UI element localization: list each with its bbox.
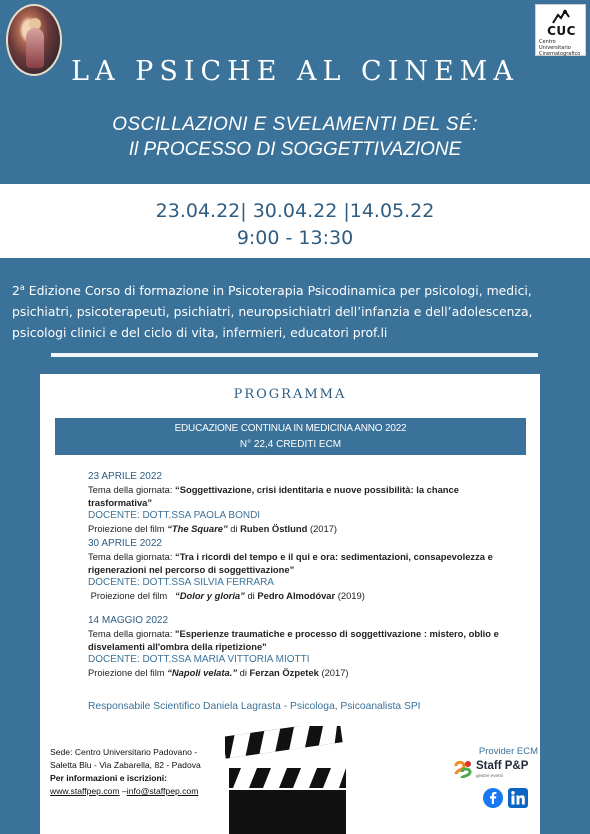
film-by: di (237, 667, 250, 678)
divider (51, 353, 538, 357)
subtitle-line1: OSCILLAZIONI E SVELAMENTI DEL SÉ: (112, 114, 478, 135)
film-prefix: Proiezione del film (88, 590, 176, 601)
logo-subtitle: Centro Universitario Cinematografico (539, 39, 581, 57)
venue-line2: Saletta Blu - Via Zabarella, 82 - Padova (50, 760, 201, 770)
scientific-responsible: Responsabile Scientifico Daniela Lagrasta - Psicologa, Psicoanalista SPI (88, 701, 421, 712)
session-film (88, 522, 508, 535)
link-separator: – (119, 786, 127, 796)
venue-info (50, 746, 225, 798)
film-year: (2017) (318, 667, 349, 678)
edition-number: 2 (12, 283, 20, 298)
topic-prefix: Tema della giornata: (88, 484, 176, 495)
session-date: 14 MAGGIO 2022 (88, 615, 169, 626)
facebook-icon[interactable] (483, 788, 503, 808)
session-teacher: DOCENTE: DOTT.SSA MARIA VITTORIA MIOTTI (88, 654, 310, 665)
provider-label: Provider ECM (478, 746, 538, 757)
ecm-band (55, 418, 526, 455)
film-year: (2019) (335, 590, 365, 601)
session-date: 23 APRILE 2022 (88, 471, 162, 482)
session-item (88, 470, 508, 535)
dates-band (0, 184, 590, 258)
edition-description (12, 277, 582, 343)
session-item (88, 614, 508, 679)
event-dates: 23.04.22| 30.04.22 |14.05.22 (155, 200, 435, 222)
program-card (40, 374, 540, 834)
film-prefix: Proiezione del film (88, 523, 168, 534)
logo-title: CUC (547, 24, 576, 38)
film-director: Pedro Almodóvar (257, 590, 336, 601)
topic-prefix: Tema della giornata: (88, 628, 176, 639)
staffpep-logo-icon (452, 758, 474, 780)
topic-text: “Tra i ricordi del tempo e il qui e ora: sedimentazioni, consapevolezza e rigenerazioni nel percorso di soggettivazione” (88, 551, 493, 575)
program-title: PROGRAMMA (233, 387, 347, 402)
session-topic (88, 550, 508, 576)
session-teacher: DOCENTE: DOTT.SSA SILVIA FERRARA (88, 577, 274, 588)
website-link[interactable]: www.staffpep.com (50, 786, 120, 796)
staffpep-logo-text: Staff P&P (476, 760, 529, 772)
cuc-mark-icon (550, 9, 572, 25)
info-label: Per informazioni e iscrizioni: (50, 773, 167, 783)
email-link[interactable]: info@staffpep.com (126, 786, 199, 796)
cuc-logo (535, 4, 586, 56)
ecm-credits: N° 22,4 CREDITI ECM (239, 439, 342, 450)
session-item (88, 537, 508, 602)
subtitle-line2: Il PROCESSO DI SOGGETTIVAZIONE (128, 139, 462, 160)
linkedin-icon[interactable] (508, 788, 528, 808)
session-topic (88, 483, 508, 509)
film-title: “Napoli velata.” (167, 667, 238, 678)
venue-line1: Sede: Centro Universitario Padovano - (50, 747, 198, 757)
session-topic (88, 627, 508, 653)
session-date: 30 APRILE 2022 (88, 538, 162, 549)
topic-text: “Soggettivazione, crisi identitaria e nuove possibilità: la chance trasformativa” (88, 484, 459, 508)
topic-prefix: Tema della giornata: (88, 551, 176, 562)
film-by: di (227, 523, 241, 534)
film-prefix: Proiezione del film (88, 667, 168, 678)
clapperboard-icon (225, 726, 350, 834)
edition-text: Edizione Corso di formazione in Psicoterapia Psicodinamica per psicologi, medici, psichiatri, psicoterapeuti, psichiatri, neuropsichiatri dell’infanzia e dell’adolescenza, psicologi clinici e del ciclo di vita, infermieri, educatori prof.li (12, 283, 533, 340)
topic-text: "Esperienze traumatiche e processo di soggettivazione : mistero, oblio e disvelamenti all'ombra della ripetizione" (88, 628, 499, 652)
event-time: 9:00 - 13:30 (236, 227, 354, 249)
ecm-line1: EDUCAZIONE CONTINUA IN MEDICINA ANNO 2022 (174, 423, 407, 434)
session-film (88, 666, 508, 679)
session-teacher: DOCENTE: DOTT.SSA PAOLA BONDI (88, 510, 261, 521)
header (0, 0, 590, 184)
staffpep-tagline: gestire eventi (476, 773, 503, 778)
film-director: Ferzan Özpetek (249, 667, 319, 678)
film-title: “Dolor y gloria” (175, 590, 245, 601)
page-title: LA PSICHE AL CINEMA (71, 56, 519, 87)
film-year: (2017) (307, 523, 338, 534)
film-director: Ruben Östlund (240, 523, 308, 534)
film-title: “The Square” (167, 523, 228, 534)
edition-superscript: a (19, 283, 25, 292)
session-film (88, 589, 508, 602)
staffpep-logo (452, 758, 538, 780)
film-by: di (244, 590, 258, 601)
